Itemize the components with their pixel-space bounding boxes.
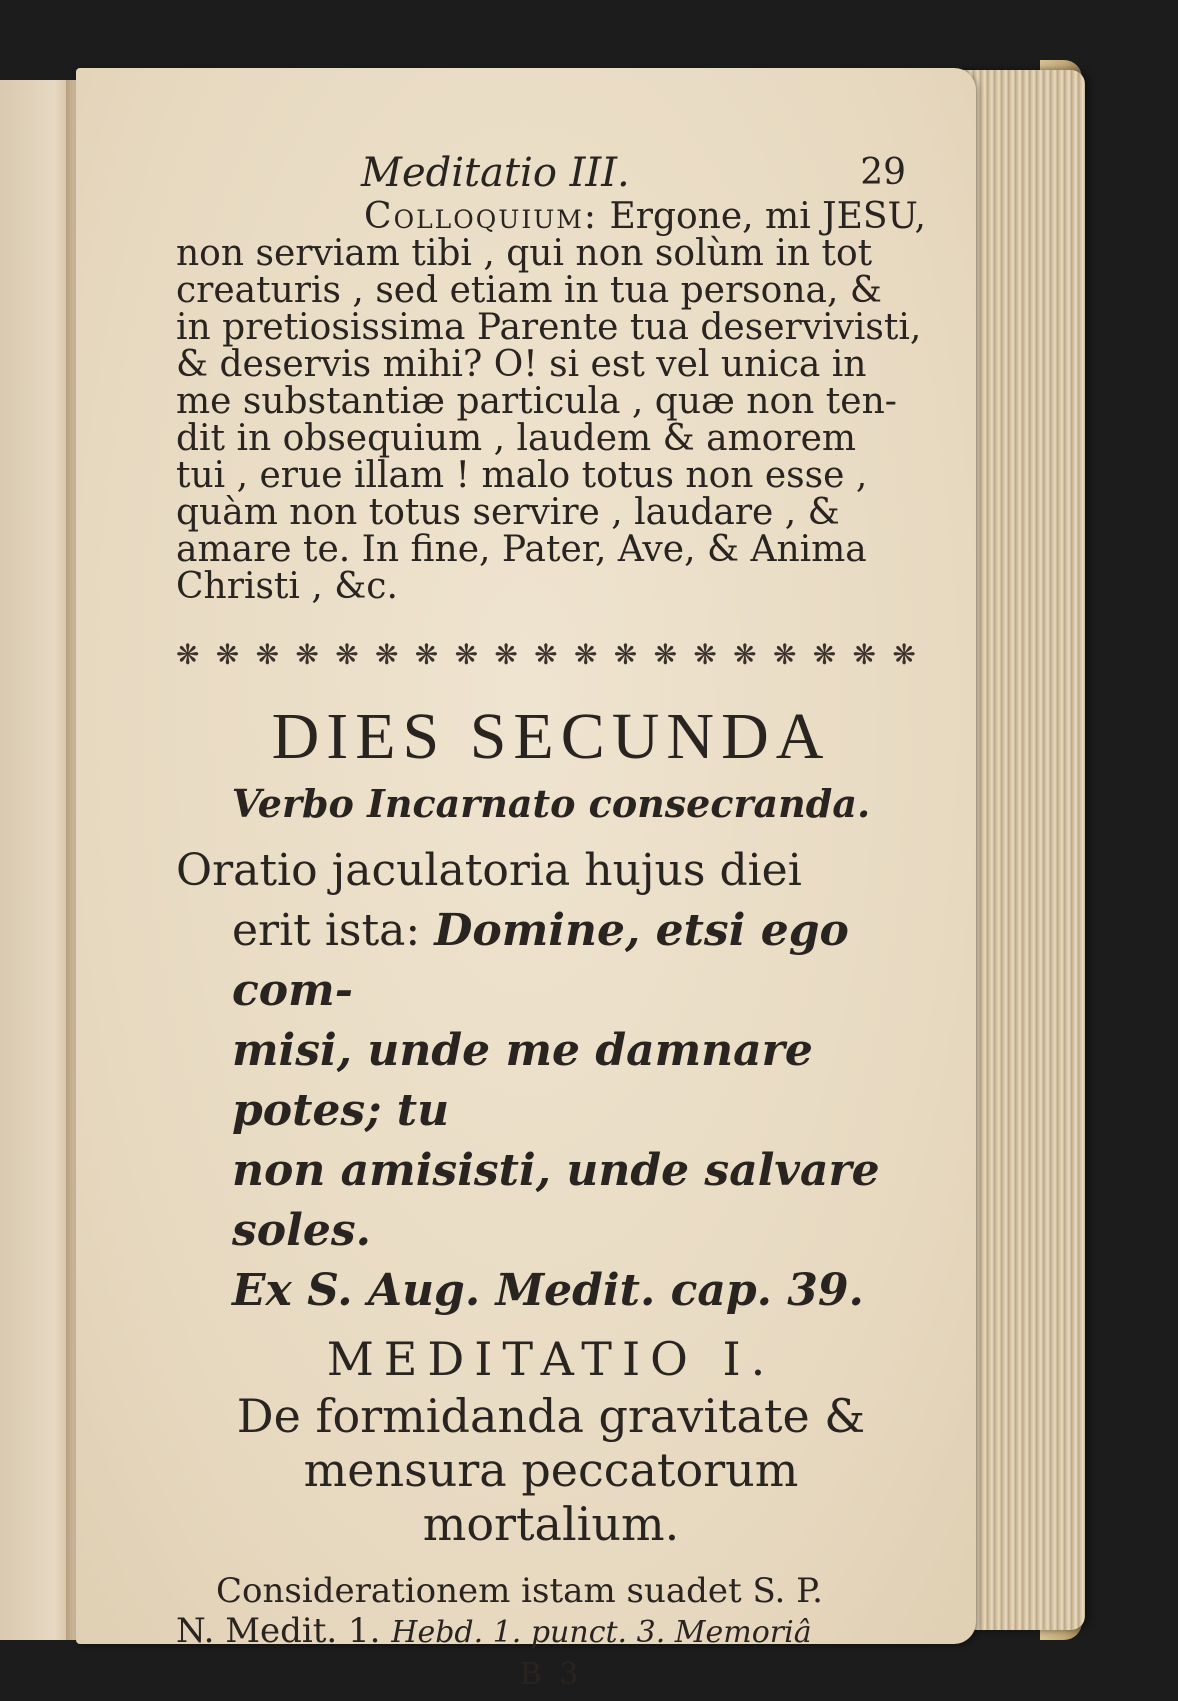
ornament-flower-icon: ❋	[414, 637, 439, 671]
consideratio-italic: Hebd. 1. punct. 3. Memoriâ	[391, 1615, 812, 1650]
meditatio-subject-line: mortalium.	[422, 1497, 680, 1551]
ornament-band	[176, 637, 916, 671]
ornament-flower-icon: ❋	[176, 637, 200, 671]
ornament-flower-icon: ❋	[812, 637, 837, 671]
colloquium-line: me substantiæ particula , quæ non ten-	[176, 381, 897, 422]
oratio-paragraph	[176, 841, 926, 1321]
oratio-plain: erit ista:	[232, 905, 435, 956]
colloquium-line: quàm non totus servire , laudare , &	[176, 492, 840, 533]
ornament-flower-icon: ❋	[454, 637, 479, 671]
colloquium-line: & deservis mihi? O! si est vel unica in	[176, 344, 867, 385]
ornament-flower-icon: ❋	[255, 637, 280, 671]
colloquium-line: tui , erue illam ! malo totus non esse ,	[176, 455, 868, 496]
section-subtitle: Verbo Incarnato consecranda.	[231, 781, 871, 826]
ornament-flower-icon: ❋	[494, 637, 518, 671]
ornament-flower-icon: ❋	[892, 637, 916, 671]
meditatio-heading: MEDITATIO I.	[326, 1332, 776, 1386]
colloquium-line: amare te. In fine, Pater, Ave, & Anima	[176, 529, 867, 570]
consideratio-paragraph	[176, 1571, 926, 1653]
consideratio-line: Considerationem istam suadet S. P.	[216, 1571, 823, 1611]
ornament-flower-icon: ❋	[693, 637, 717, 671]
colloquium-lead: Colloquium:	[364, 196, 599, 237]
oratio-line: non amisisti, unde salvare soles.	[232, 1145, 880, 1256]
consideratio-plain: N. Medit. 1.	[176, 1611, 392, 1651]
book-page	[76, 68, 976, 1692]
ornament-flower-icon: ❋	[772, 637, 797, 671]
colloquium-line: dit in obsequium , laudem & amorem	[176, 418, 857, 459]
oratio-italic: Domine, etsi ego com-	[232, 905, 849, 1016]
colloquium-line: creaturis , sed etiam in tua persona, &	[176, 270, 882, 311]
meditatio-subject-line: mensura peccatorum	[303, 1443, 799, 1497]
running-header	[176, 148, 926, 198]
oratio-citation: Ex S. Aug. Medit. cap. 39.	[232, 1265, 864, 1316]
page-stack-edge	[960, 70, 1085, 1630]
consideratio-line	[176, 1611, 926, 1653]
colloquium-paragraph	[176, 198, 926, 605]
ornament-flower-icon: ❋	[534, 637, 558, 671]
ornament-flower-icon: ❋	[733, 637, 757, 671]
ornament-flower-icon: ❋	[653, 637, 678, 671]
signature-mark: B 3	[519, 1657, 583, 1692]
oratio-line	[176, 901, 926, 1021]
ornament-flower-icon: ❋	[295, 637, 319, 671]
colloquium-line: non serviam tibi , qui non solùm in tot	[176, 233, 873, 274]
ornament-flower-icon: ❋	[852, 637, 877, 671]
ornament-flower-icon: ❋	[613, 637, 638, 671]
section-title: DIES SECUNDA	[271, 700, 831, 773]
colloquium-line: Christi , &c.	[176, 566, 398, 607]
page-text	[176, 148, 926, 1692]
running-title: Meditatio III.	[361, 150, 630, 196]
colloquium-line-text: Ergone, mi JESU,	[609, 196, 926, 237]
ornament-flower-icon: ❋	[335, 637, 359, 671]
ornament-flower-icon: ❋	[573, 637, 598, 671]
oratio-line: misi, unde me damnare potes; tu	[232, 1025, 813, 1136]
colloquium-line	[176, 198, 926, 235]
page-number: 29	[860, 152, 906, 193]
ornament-flower-icon: ❋	[215, 637, 240, 671]
meditatio-subject-line: De formidanda gravitate &	[236, 1389, 866, 1443]
oratio-line: Oratio jaculatoria hujus diei	[176, 845, 802, 896]
colloquium-line: in pretiosissima Parente tua deservivisti,	[176, 307, 922, 348]
ornament-flower-icon: ❋	[374, 637, 399, 671]
